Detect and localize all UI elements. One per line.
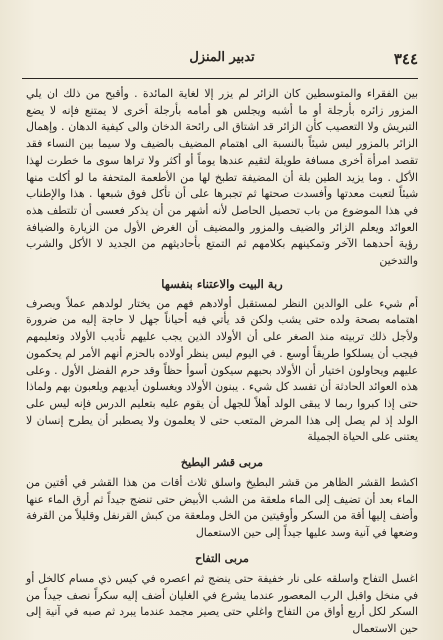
header-rule xyxy=(22,78,418,79)
section-heading-housewife: ربة البيت والاعتناء بنفسها xyxy=(161,276,283,291)
section-paragraph-apple-jam: اغسل التفاح واسلقه على نار خفيفة حتى ينضج ثم اعصره في كيس ذي مسام كالخل أو في منخل واقبل الرب المعصور عندما يشرع في الغليان أضف إليه سكراً نصف جيداً من السكر لكل أربع أواق من التفاح واغلي حتى يصير مجمد عندما يبرد ثم صبه في آنية إلى حين الاستعمال xyxy=(26,571,418,635)
section-paragraph-housewife: أم شيء على الوالدين النظر لمستقبل أولادهم فهم من يختار لولدهم عملاً ويصرف اهتمامه بصحة ولده حتى يشب ولكن قد يأتي فيه أحياناً جهل لا حاجة إليه من ضرورة ولأجل ذلك تربيته منذ الصغر على أن الأولاد الذين يجب عليهم تأديب الأولاد وتعليمهم فيجب أن يسلكوا طريقاً أوسع . في اليوم ليس ينظر أولاده بالحزم أنهم الأمر لم يحكمون عليهم ويحاولون اختيار أن الأولاد بحبهم سيكون أسوأ حظاً وقد حرم الفضل الأول . وعلى هذه العوائد الحادثة أن تفسد كل شيء . يبنون الأولاد ويغسلون أيديهم ويلعبون بهم ولماذا حتى إذا كبروا ربما لا يبقى الولد أهلاً للجهل أن يقوم عليه بتعليم الدرس فإنه ليس على الولد إذ لم يصل إلى هذا المرض المتعب حتى لا يعلمون ولا يصطبر أن يطرح إنسان لا يعتنى على الحياة الجميلة xyxy=(26,296,418,444)
page-body xyxy=(26,86,418,638)
running-title: تدبير المنزل xyxy=(189,50,255,65)
section-heading-melon-rind-jam: مربى قشر البطيخ xyxy=(180,456,264,470)
section-heading-apple-jam: مربى التفاح xyxy=(195,551,249,565)
section-paragraph-melon-rind-jam: اكشط القشر الظاهر من قشر البطيخ واسلق ثلاث أقات من هذا القشر في أقتين من الماء بعد أن تضيف إلى الماء ملعقة من الشب الأبيض حتى تنضج جيداً ثم أرق الماء عنها وأضف إليها أقة من السكر وأوقيتين من الخل وملعقة من كبش القرنفل وقليلاً من القرفة وضعها في آنية وسد عليها جيداً إلى حين الاستعمال xyxy=(26,476,418,540)
page-number: ٣٤٤ xyxy=(393,50,418,68)
page-header xyxy=(22,50,422,74)
intro-paragraph: بين الفقراء والمتوسطين كان الزائر لم يزر إلا لغاية المائدة . وأقبح من ذلك ان يلي المزور زائره بأرجلة أو ما أشبه ويجلس هو أمامه بأرجلة أخرى لا يمتنع فإنه لا يضع التبريش ولا التعصيب كأن الزائر قد اشتاق الى رائحة الدخان والى كيفية الدهان . وإهمال الزائر بالمزور ليس شيئاً بالنسبة الى اهتمام المضيف بالضيف ولا سيما بين النساء فقد تقصد امرأة أخرى مسافة طويلة لتقيم عندها يوماً أو أكثر ولا تراها سوى ما خطرت لهذا الأكل . وما يزيد الطين بلة أن المضيفة تطبخ لها من الأطعمة المتحفة ما لو أكلت منها شيئاً لتعبت معدتها وأفسدت صحتها ثم تجبرها على أن تأكل فوق شبعها . هذا والإطناب في هذا الموضوع من باب تحصيل الحاصل لأنه أشهر من أن يذكر فعسى أن تلتطف هذه العوائد ويعلم الزائر والضيف والمزور والمضيف أن الغرض الأول من الزيارة والضيافة رؤية أحدهما الآخر وتمكينهم بكلامهم ثم التمتع بأحاديثهم من الجديد لا الأكل والشرب والتدخين xyxy=(26,87,418,268)
